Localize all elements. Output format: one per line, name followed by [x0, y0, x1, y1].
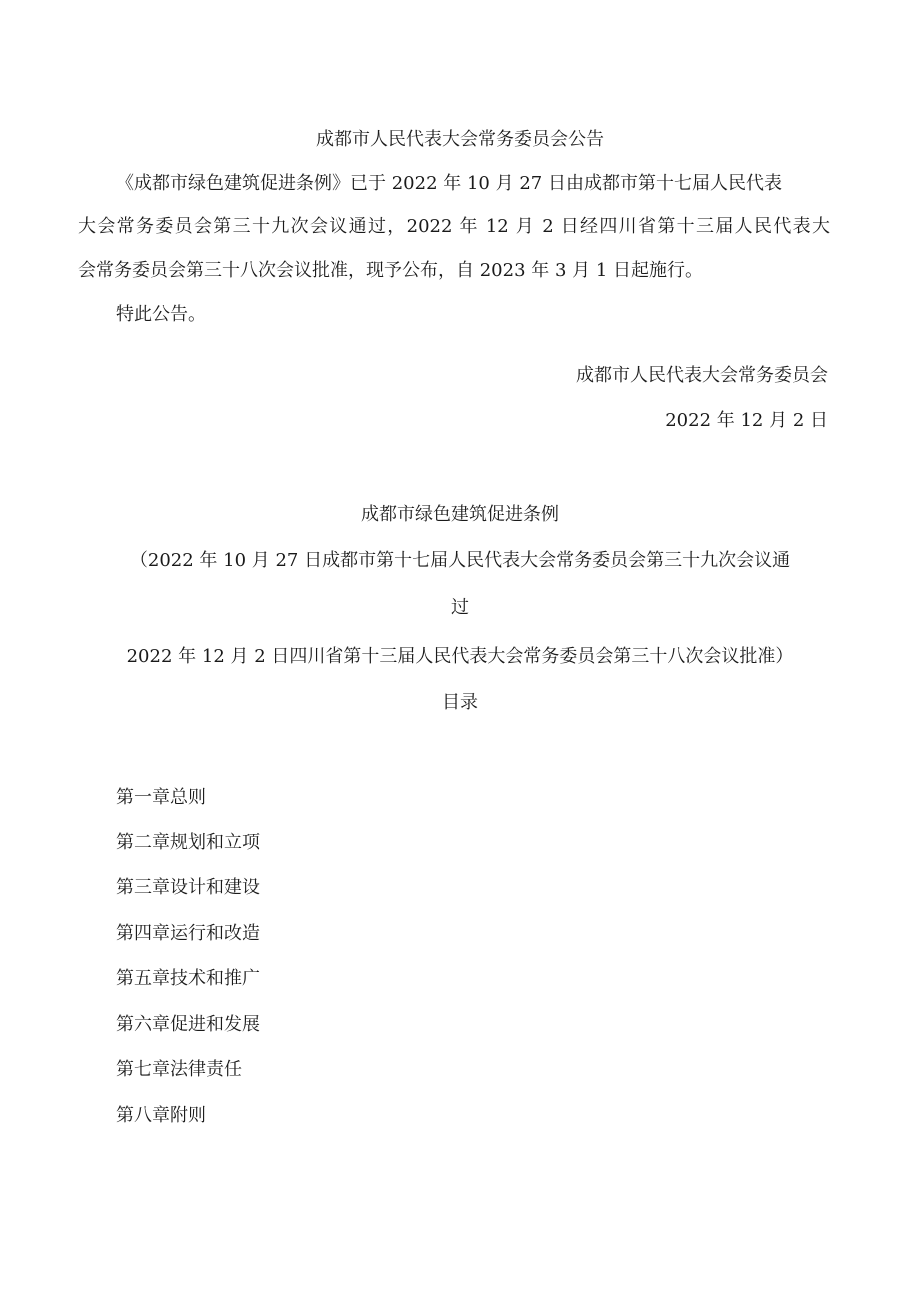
announcement-title: 成都市人民代表大会常务委员会公告 — [316, 129, 604, 150]
announcement-signature: 成都市人民代表大会常务委员会 — [576, 365, 828, 386]
announcement-body-line-3: 会常务委员会第三十八次会议批准，现予公布，自 2023 年 3 月 1 日起施行。 — [78, 260, 704, 281]
announcement-closing: 特此公告。 — [116, 304, 206, 325]
toc-item-chapter-5: 第五章技术和推广 — [116, 968, 260, 989]
adoption-note-line-1: （2022 年 10 月 27 日成都市第十七届人民代表大会常务委员会第三十九次会议通 — [129, 550, 791, 571]
toc-item-chapter-7: 第七章法律责任 — [116, 1059, 242, 1080]
announcement-date: 2022 年 12 月 2 日 — [665, 410, 828, 431]
toc-item-chapter-2: 第二章规划和立项 — [116, 832, 260, 853]
toc-item-chapter-1: 第一章总则 — [116, 787, 206, 808]
adoption-note-line-2: 过 — [451, 597, 469, 618]
toc-item-chapter-4: 第四章运行和改造 — [116, 923, 260, 944]
toc-heading: 目录 — [442, 692, 478, 713]
toc-item-chapter-6: 第六章促进和发展 — [116, 1014, 260, 1035]
adoption-note-line-3: 2022 年 12 月 2 日四川省第十三届人民代表大会常务委员会第三十八次会议批准） — [126, 646, 794, 667]
toc-item-chapter-3: 第三章设计和建设 — [116, 877, 260, 898]
toc-item-chapter-8: 第八章附则 — [116, 1105, 206, 1126]
announcement-body-line-1: 《成都市绿色建筑促进条例》已于 2022 年 10 月 27 日由成都市第十七届人民代表 — [116, 173, 782, 194]
announcement-body-line-2: 大会常务委员会第三十九次会议通过，2022 年 12 月 2 日经四川省第十三届人民代表大 — [78, 216, 830, 237]
regulation-title: 成都市绿色建筑促进条例 — [361, 504, 559, 525]
